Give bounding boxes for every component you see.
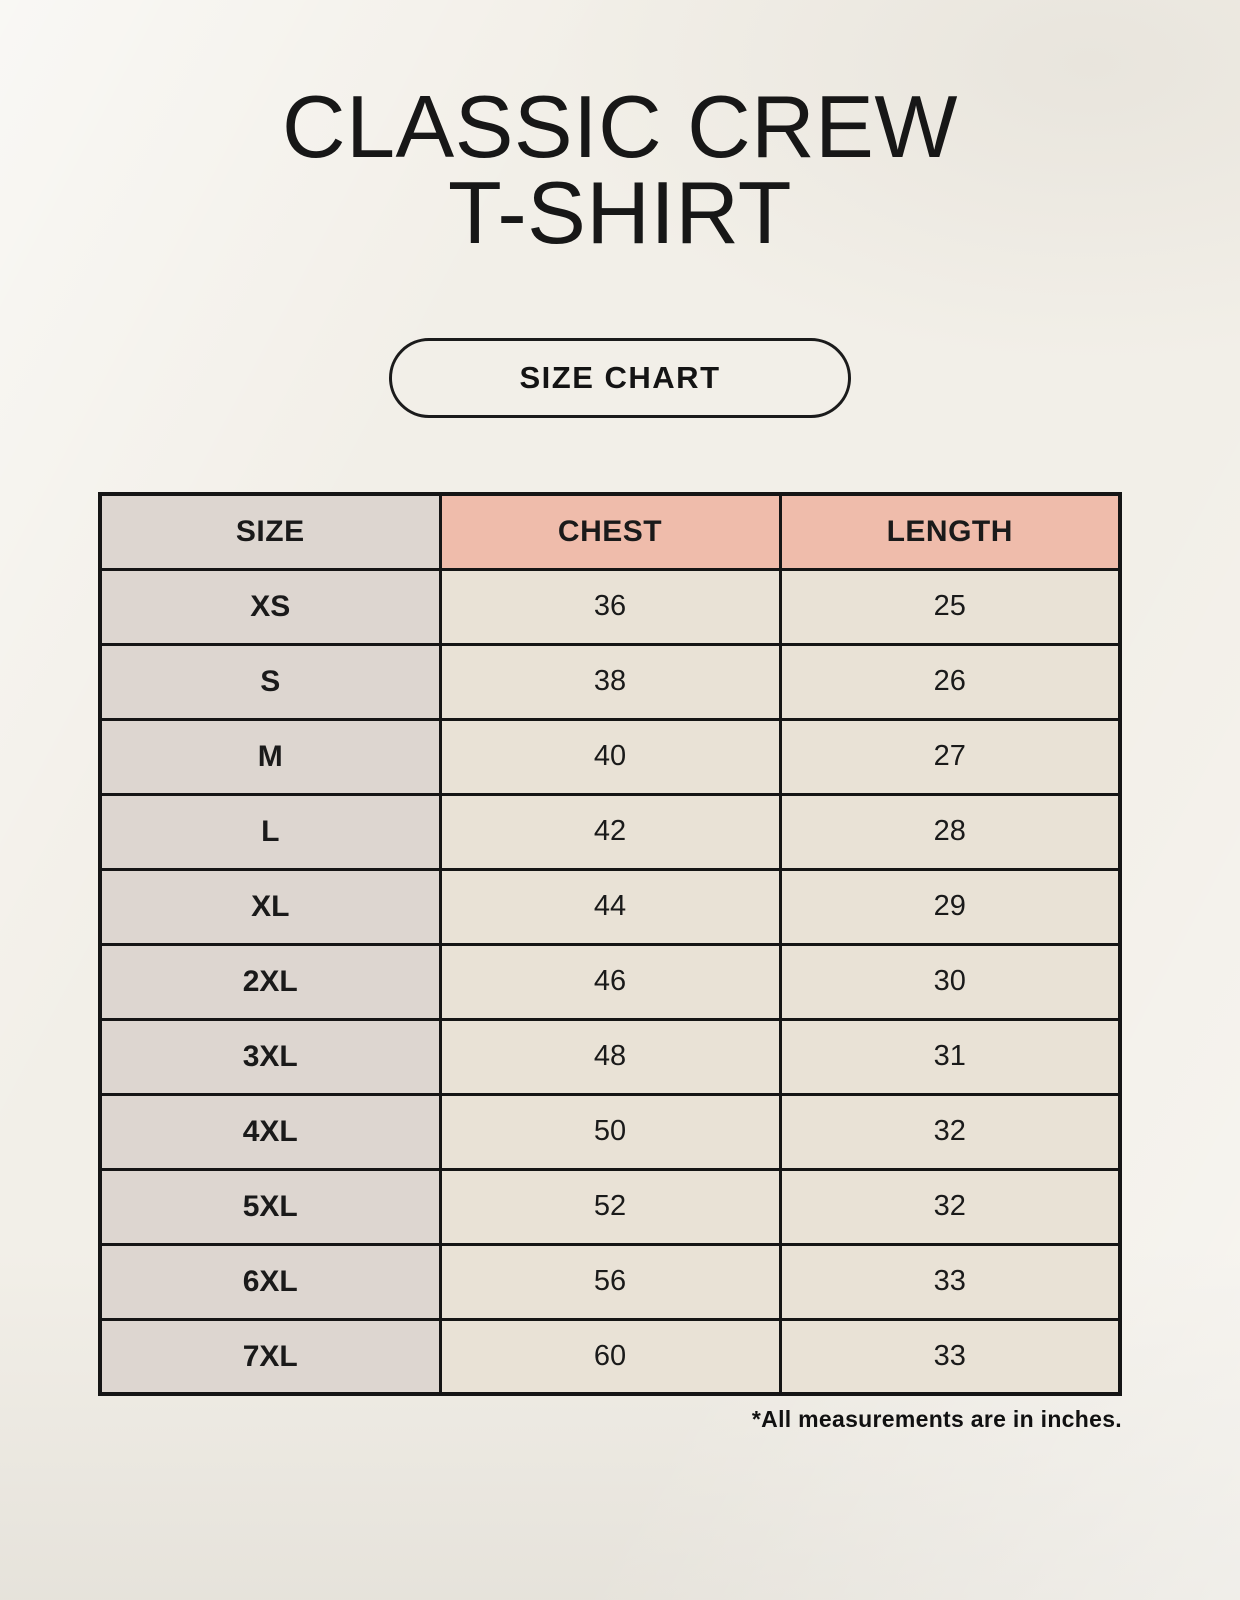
- chest-cell: 36: [440, 569, 780, 644]
- length-cell: 30: [780, 944, 1120, 1019]
- chest-cell: 50: [440, 1094, 780, 1169]
- chest-cell: 42: [440, 794, 780, 869]
- table-row: [100, 1319, 1120, 1394]
- length-cell: 31: [780, 1019, 1120, 1094]
- measurements-footnote: *All measurements are in inches.: [751, 1406, 1122, 1433]
- size-cell: 4XL: [100, 1094, 440, 1169]
- page-title: [0, 0, 1240, 263]
- size-chart-badge-label: SIZE CHART: [519, 360, 721, 396]
- chest-cell: 44: [440, 869, 780, 944]
- page-title-line-2: T-SHIRT: [447, 163, 793, 263]
- column-header-chest: CHEST: [440, 494, 780, 569]
- size-cell: L: [100, 794, 440, 869]
- size-table: [98, 492, 1122, 1396]
- length-cell: 32: [780, 1094, 1120, 1169]
- column-header-size: SIZE: [100, 494, 440, 569]
- chest-cell: 40: [440, 719, 780, 794]
- table-row: [100, 1019, 1120, 1094]
- table-row: [100, 1094, 1120, 1169]
- size-cell: S: [100, 644, 440, 719]
- length-cell: 26: [780, 644, 1120, 719]
- chest-cell: 48: [440, 1019, 780, 1094]
- length-cell: 33: [780, 1319, 1120, 1394]
- table-header-row: [100, 494, 1120, 569]
- size-cell: M: [100, 719, 440, 794]
- chest-cell: 52: [440, 1169, 780, 1244]
- length-cell: 33: [780, 1244, 1120, 1319]
- chest-cell: 60: [440, 1319, 780, 1394]
- size-cell: XS: [100, 569, 440, 644]
- size-cell: XL: [100, 869, 440, 944]
- size-cell: 6XL: [100, 1244, 440, 1319]
- length-cell: 29: [780, 869, 1120, 944]
- page-title-line-1: CLASSIC CREW: [282, 77, 958, 176]
- table-row: [100, 794, 1120, 869]
- size-cell: 5XL: [100, 1169, 440, 1244]
- table-row: [100, 944, 1120, 1019]
- table-row: [100, 644, 1120, 719]
- length-cell: 27: [780, 719, 1120, 794]
- column-header-length: LENGTH: [780, 494, 1120, 569]
- table-row: [100, 1169, 1120, 1244]
- size-cell: 3XL: [100, 1019, 440, 1094]
- chest-cell: 46: [440, 944, 780, 1019]
- length-cell: 32: [780, 1169, 1120, 1244]
- size-cell: 2XL: [100, 944, 440, 1019]
- table-row: [100, 569, 1120, 644]
- chest-cell: 56: [440, 1244, 780, 1319]
- chest-cell: 38: [440, 644, 780, 719]
- size-chart-badge: [389, 338, 851, 418]
- table-row: [100, 869, 1120, 944]
- table-row: [100, 719, 1120, 794]
- length-cell: 25: [780, 569, 1120, 644]
- size-cell: 7XL: [100, 1319, 440, 1394]
- length-cell: 28: [780, 794, 1120, 869]
- table-row: [100, 1244, 1120, 1319]
